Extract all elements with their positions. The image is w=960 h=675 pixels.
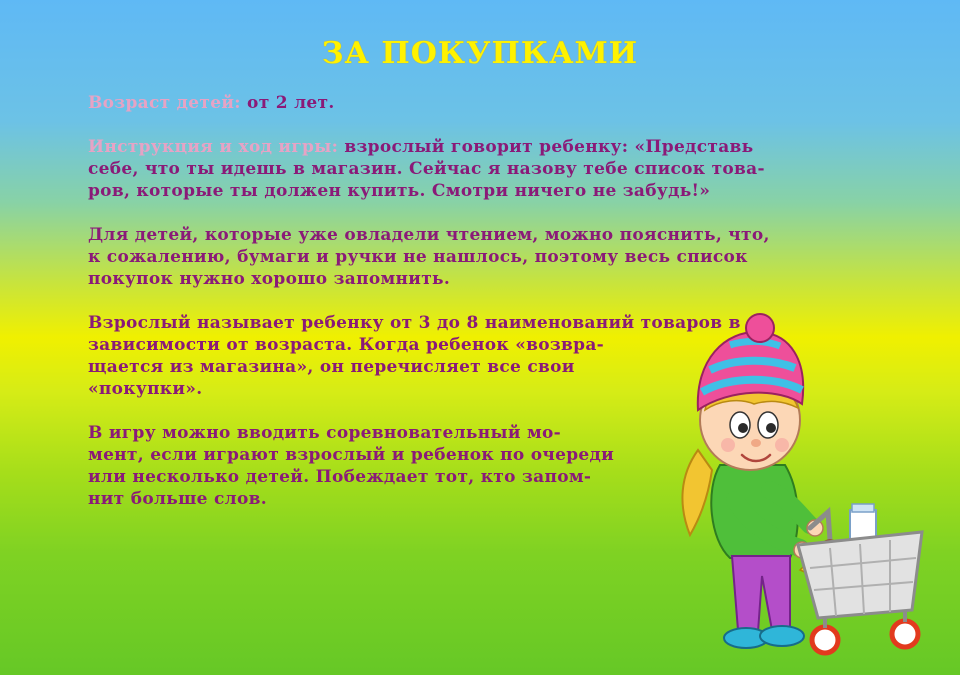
naming-line: щается из магазина», он перечисляет все свои [88, 357, 575, 377]
readers-line: к сожалению, бумаги и ручки не нашлось, поэтому весь список [88, 247, 748, 267]
child-with-cart-illustration [650, 300, 940, 670]
instruction-label: Инструкция и ход игры: [88, 137, 339, 157]
instruction-text: взрослый говорит ребенку: «Представь [338, 137, 754, 157]
age-label: Возраст детей: [88, 93, 241, 113]
competition-line: В игру можно вводить соревновательный мо- [88, 423, 562, 443]
instruction-line [88, 136, 878, 158]
naming-line: Взрослый называет ребенку от 3 до 8 наименований товаров в [88, 313, 741, 333]
instruction-paragraph [88, 136, 878, 202]
readers-line: Для детей, которые уже овладели чтением, можно пояснить, что, [88, 225, 770, 245]
age-value: от 2 лет. [240, 93, 335, 113]
readers-paragraph [88, 224, 878, 290]
naming-line: «покупки». [88, 379, 203, 399]
instruction-line: себе, что ты идешь в магазин. Сейчас я назову тебе список това- [88, 159, 765, 179]
page-title: ЗА ПОКУПКАМИ [321, 36, 639, 71]
competition-line: нит больше слов. [88, 489, 267, 509]
age-paragraph [88, 92, 878, 114]
readers-line: покупок нужно хорошо запомнить. [88, 269, 451, 289]
instruction-line: ров, которые ты должен купить. Смотри ничего не забудь!» [88, 181, 711, 201]
competition-line: мент, если играют взрослый и ребенок по очереди [88, 445, 615, 465]
naming-line: зависимости от возраста. Когда ребенок «возвра- [88, 335, 605, 355]
competition-line: или несколько детей. Побеждает тот, кто запом- [88, 467, 592, 487]
